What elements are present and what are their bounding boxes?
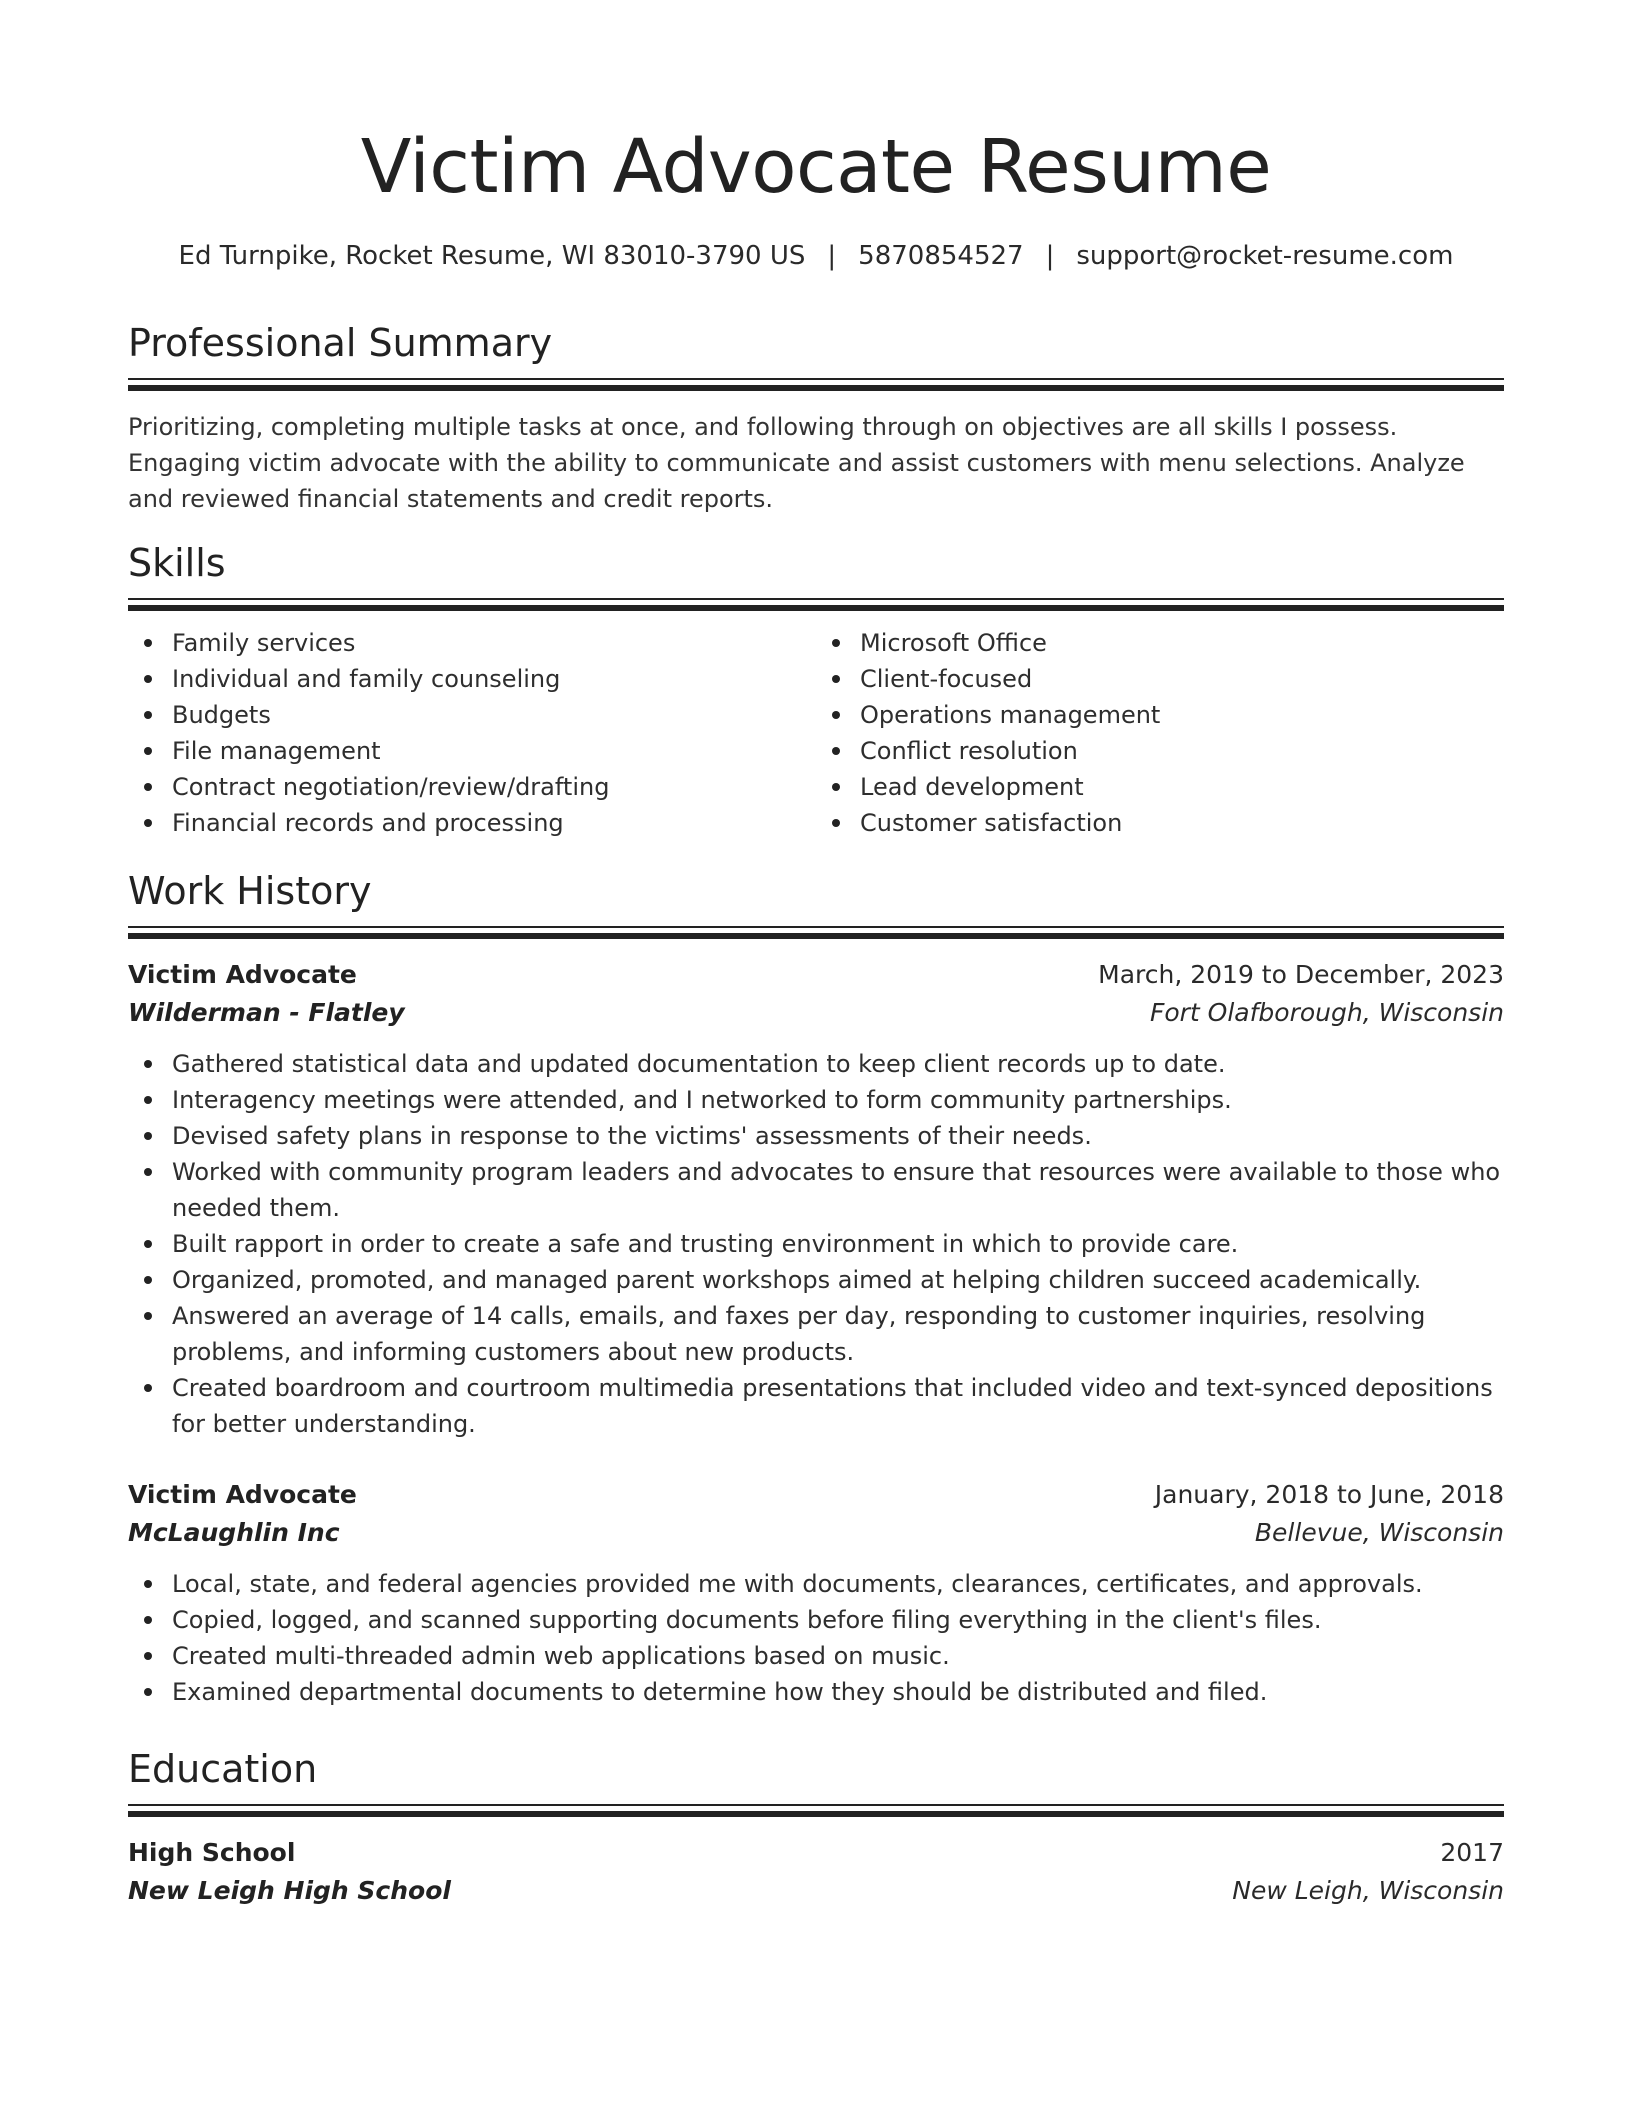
job-title: Victim Advocate [128, 960, 357, 989]
contact-line [128, 238, 1504, 274]
section-rule-thick [128, 933, 1504, 939]
job-bullet: Created multi-threaded admin web applications based on music. [172, 1638, 1504, 1674]
job-company-row [128, 994, 1504, 1032]
education-degree: High School [128, 1838, 296, 1867]
skill-item: Customer satisfaction [860, 805, 1504, 841]
skill-item: Financial records and processing [172, 805, 816, 841]
section-rule-thick [128, 605, 1504, 611]
skill-item: Conflict resolution [860, 733, 1504, 769]
summary-text: Prioritizing, completing multiple tasks at once, and following through on objectives are all skills I possess. Engaging victim advocate with the ability to communicate and assist customers with menu selections. Analyze and reviewed financial statements and credit reports. [128, 413, 1465, 513]
skills-right-column [816, 625, 1504, 841]
skill-item: File management [172, 733, 816, 769]
contact-email: support@rocket-resume.com [1076, 241, 1454, 271]
job-bullet: Copied, logged, and scanned supporting documents before filing everything in the client's files. [172, 1602, 1504, 1638]
skill-item: Individual and family counseling [172, 661, 816, 697]
education-heading: Education [128, 1747, 318, 1791]
section-rule-thick [128, 1811, 1504, 1817]
job-bullets [128, 1566, 1504, 1710]
contact-phone: 5870854527 [858, 241, 1024, 271]
job-entry [128, 1476, 1504, 1710]
education-header-row [128, 1834, 1504, 1872]
skills-section [128, 538, 1504, 841]
job-bullet: Gathered statistical data and updated documentation to keep client records up to date. [172, 1046, 1504, 1082]
education-section [128, 1744, 1504, 1817]
job-bullet: Built rapport in order to create a safe and trusting environment in which to provide care. [172, 1226, 1504, 1262]
skill-item: Lead development [860, 769, 1504, 805]
job-company-row [128, 1514, 1504, 1552]
skill-item: Budgets [172, 697, 816, 733]
section-rule [128, 598, 1504, 600]
resume-title: Victim Advocate Resume [360, 124, 1272, 210]
work-heading: Work History [128, 869, 372, 913]
job-bullet: Interagency meetings were attended, and I networked to form community partnerships. [172, 1082, 1504, 1118]
education-school: New Leigh High School [128, 1876, 451, 1905]
skills-columns [128, 625, 1504, 841]
work-section [128, 866, 1504, 939]
section-rule [128, 378, 1504, 380]
job-entry [128, 956, 1504, 1442]
job-title: Victim Advocate [128, 1480, 357, 1509]
skill-item: Family services [172, 625, 816, 661]
section-rule-thick [128, 385, 1504, 391]
education-year: 2017 [1440, 1838, 1504, 1867]
job-location: Bellevue, Wisconsin [1254, 1518, 1504, 1547]
job-bullet: Organized, promoted, and managed parent workshops aimed at helping children succeed academically. [172, 1262, 1504, 1298]
job-bullet: Created boardroom and courtroom multimedia presentations that included video and text-synced depositions for better understanding. [172, 1370, 1504, 1442]
job-header-row [128, 956, 1504, 994]
skill-item: Microsoft Office [860, 625, 1504, 661]
education-school-row [128, 1872, 1504, 1910]
skill-item: Contract negotiation/review/drafting [172, 769, 816, 805]
skills-left-column [128, 625, 816, 841]
job-header-row [128, 1476, 1504, 1514]
job-company: McLaughlin Inc [128, 1518, 340, 1547]
job-company: Wilderman - Flatley [128, 998, 405, 1027]
job-dates: January, 2018 to June, 2018 [1154, 1480, 1504, 1509]
job-bullet: Answered an average of 14 calls, emails, and faxes per day, responding to customer inquiries, resolving problems, and informing customers about new products. [172, 1298, 1504, 1370]
summary-section [128, 318, 1504, 517]
contact-separator: | [827, 241, 837, 271]
job-bullets [128, 1046, 1504, 1442]
education-entry [128, 1834, 1504, 1910]
skill-item: Operations management [860, 697, 1504, 733]
skills-heading: Skills [128, 541, 226, 585]
skill-item: Client-focused [860, 661, 1504, 697]
section-rule [128, 926, 1504, 928]
job-bullet: Worked with community program leaders and advocates to ensure that resources were available to those who needed them. [172, 1154, 1504, 1226]
summary-heading: Professional Summary [128, 321, 553, 365]
contact-separator: | [1045, 241, 1055, 271]
contact-address: Ed Turnpike, Rocket Resume, WI 83010-3790 US [178, 241, 806, 271]
job-bullet: Local, state, and federal agencies provided me with documents, clearances, certificates, and approvals. [172, 1566, 1504, 1602]
job-bullet: Examined departmental documents to determine how they should be distributed and filed. [172, 1674, 1504, 1710]
job-location: Fort Olafborough, Wisconsin [1149, 998, 1504, 1027]
education-location: New Leigh, Wisconsin [1232, 1876, 1504, 1905]
job-dates: March, 2019 to December, 2023 [1098, 960, 1504, 989]
section-rule [128, 1804, 1504, 1806]
job-bullet: Devised safety plans in response to the victims' assessments of their needs. [172, 1118, 1504, 1154]
